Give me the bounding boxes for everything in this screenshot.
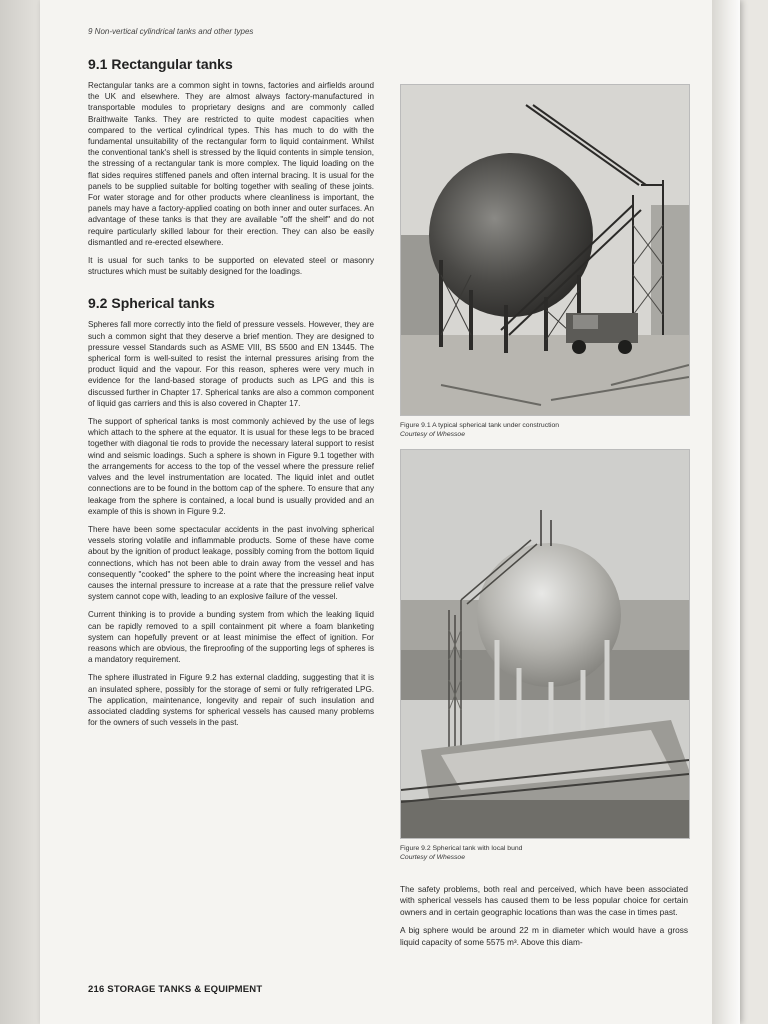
section-heading-spherical: 9.2 Spherical tanks [88,295,215,312]
right-column [400,84,688,955]
paragraph: Spheres fall more correctly into the field of pressure vessels. However, they are such a common sight that they deserve a brief mention. They are designed to pressure vessel Standards such as ASME VIII, BS 5500 and EN 13445. The spherical form is well-suited to resist the internal pressures arising from the product liquid and the vapour. For this reason, spheres were very much in evidence for the land-based storage of products such as LPG and this is discussed further in Chapter 17. Spherical tanks are also a common component of liquid gas carriers and this is also covered in Chapter 17. [88,320,374,408]
spherical-tank-construction-image [401,85,689,415]
figure-credit: Courtesy of Whessoe [400,431,465,438]
paragraph: The support of spherical tanks is most commonly achieved by the use of legs which attach to the sphere at the equator. It is usual for these legs to be braced together with diagonal tie rods to provide the necessary lateral support to resist wind and seismic loadings. Such a sphere is shown in Figure 9.1 together with the arrangements for access to the top of the vessel where the pressure relief valves and the level instrumentation are located. The liquid inlet and outlet connections are to be found in the bottom cap of the sphere. To ensure that any leakage from the sphere is contained, a local bund is usually provided and an example of this is shown in Figure 9.2. [88,417,374,516]
running-head: 9 Non-vertical cylindrical tanks and other types [88,27,254,36]
section-heading-rectangular: 9.1 Rectangular tanks [88,56,233,72]
book-gutter [0,0,40,1024]
page-footer: 216 STORAGE TANKS & EQUIPMENT [88,984,263,995]
page-edge-shadow [712,0,740,1024]
spherical-tank-bund-image [401,450,689,838]
paragraph: Current thinking is to provide a bunding system from which the leaking liquid can be rapidly removed to a spill containment pit where a foam blanketing system can hopefully prevent or at least minimise the effect of ignition. For reasons which are obvious, the fireproofing of the supporting legs of spheres is a mandatory requirement. [88,610,374,665]
figure-9-2-caption [400,844,688,862]
figure-9-1-caption [400,421,688,439]
right-column-text [400,884,688,948]
paragraph: There have been some spectacular accidents in the past involving spherical vessels storing volatile and inflammable products. Some of these have come about by the ignition of product leakage, possibly coming from the bottom liquid connections, which has not been able to drain away from the vessel and has consequently "cooked" the sphere to the point where the increasing heat input causes the internal pressure to increase at a rate that the pressure relief valve system cannot cope with, leading to an explosive failure of the vessel. [88,524,374,602]
figure-caption-text: Figure 9.1 A typical spherical tank under construction [400,422,560,429]
figure-9-2-photo [400,449,690,839]
paragraph: It is usual for such tanks to be supported on elevated steel or masonry structures which must be suitably designed for the loadings. [88,256,374,277]
figure-9-1-photo [400,84,690,416]
left-column [88,56,374,735]
paragraph: The sphere illustrated in Figure 9.2 has external cladding, suggesting that it is an insulated sphere, possibly for the storage of semi or fully refrigerated LPG. The application, maintenance, longevity and repair of such insulation and associated cladding systems for spherical vessels has caused many problems for the owners of such vessels in the past. [88,673,374,728]
paragraph: The safety problems, both real and perceived, which have been associated with spherical vessels has caused them to be less popular choice for certain owners and in certain geographic locations than was the case in times past. [400,884,688,917]
figure-caption-text: Figure 9.2 Spherical tank with local bund [400,845,523,852]
paragraph: Rectangular tanks are a common sight in towns, factories and airfields around the UK and elsewhere. They are almost always factory-manufactured in transportable modules to proprietary designs and are commonly called Braithwaite Tanks. They are restricted to quite modest capacities when compared to the vertical cylindrical types. This has much to do with the fundamental unsuitability of the rectangular form to liquid containment. Whilst the conventional tank's shell is stressed by the liquid contents in simple tension, the stressing of a rectangular tank is more complex. The liquid loading on the flat sides requires stiffened panels and often internal bracing. It is usual for the panels to be supplied suitable for bolting together with sealing of these joints. For water storage and for other products where cleanliness is important, the panels may have a factory-applied coating on both inner and outer surfaces. An advantage of these tanks is that they are available "off the shelf" and do not require particularly skilled labour for their erection. They can also be easily dismantled and re-erected elsewhere. [88,81,374,247]
paragraph: A big sphere would be around 22 m in diameter which would have a gross liquid capacity of some 5575 m³. Above this diam- [400,925,688,947]
figure-credit: Courtesy of Whessoe [400,854,465,861]
